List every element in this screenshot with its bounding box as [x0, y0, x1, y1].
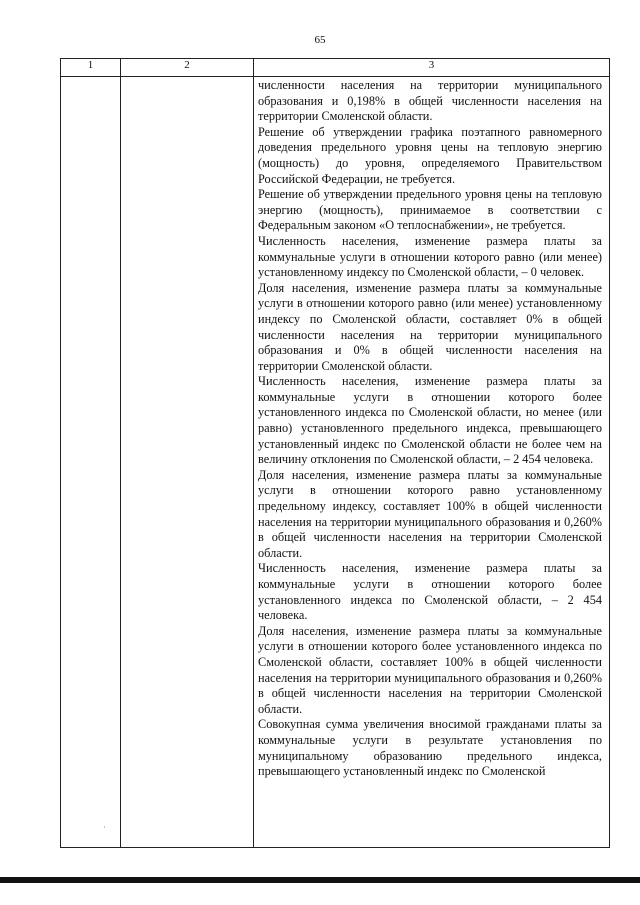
paragraph-population-more-index: Численность населения, изменение размера платы за коммунальные услуги в отношении которого более установленного индекса по Смоленской области, – 2 454 человека.	[258, 561, 602, 623]
page-bottom-border	[0, 877, 640, 883]
paragraph-population-above-index: Численность населения, изменение размера платы за коммунальные услуги в отношении которого более установленного индекса по Смоленской области, но менее (или равно) установленного предельного индекса, превышающего установленный индекс по Смоленской области не более чем на величину отклонения по Смоленской области, – 2 454 человека.	[258, 374, 602, 467]
paragraph-price-level-decision: Решение об утверждении предельного уровня цены на тепловую энергию (мощность), принимаемое в соответствии с Федеральным законом «О теплоснабжении», не требуется.	[258, 187, 602, 233]
paragraph-share-more-index: Доля населения, изменение размера платы за коммунальные услуги в отношении которого более установленного индекса по Смоленской области, составляет 100% в общей численности населения на территории муниципального образования и 0,260% в общей численности населения на территории Смоленской области.	[258, 623, 602, 716]
paragraph-share-equal-index: Доля населения, изменение размера платы за коммунальные услуги в отношении которого равно (или менее) установленному индексу по Смоленской области, составляет 0% в общей численности населения на территории муниципального образования и 0% в общей численности населения на территории Смоленской области.	[258, 280, 602, 373]
table-header-row	[61, 59, 610, 77]
column-2-cell	[121, 77, 254, 848]
document-table	[60, 58, 610, 848]
column-header-3: 3	[254, 59, 610, 77]
paragraph-schedule-decision: Решение об утверждении графика поэтапного равномерного доведения предельного уровня цены на тепловую энергию (мощность) до уровня, определяемого Правительством Российской Федерации, не требуется.	[258, 124, 602, 186]
column-header-2: 2	[121, 59, 254, 77]
table-row	[61, 77, 610, 848]
scan-speck: ·	[103, 823, 106, 832]
page-number: 65	[314, 34, 326, 46]
column-3-content	[254, 77, 609, 780]
column-3-cell	[254, 77, 610, 848]
paragraph-total-sum: Совокупная сумма увеличения вносимой гражданами платы за коммунальные услуги в результате установления по муниципальному образованию предельного индекса, превышающего установленный индекс по Смоленской	[258, 717, 602, 779]
column-1-cell	[61, 77, 121, 848]
paragraph-population-share-continued: численности населения на территории муниципального образования и 0,198% в общей численности населения на территории Смоленской области.	[258, 78, 602, 124]
paragraph-share-limit-index: Доля населения, изменение размера платы за коммунальные услуги в отношении которого равно установленному предельному индексу, составляет 100% в общей численности населения на территории муниципального образования и 0,260% в общей численности населения на территории Смоленской области.	[258, 467, 602, 560]
paragraph-population-equal-index: Численность населения, изменение размера платы за коммунальные услуги в отношении которого равно (или менее) установленному индексу по Смоленской области, – 0 человек.	[258, 233, 602, 280]
column-header-1: 1	[61, 59, 121, 77]
